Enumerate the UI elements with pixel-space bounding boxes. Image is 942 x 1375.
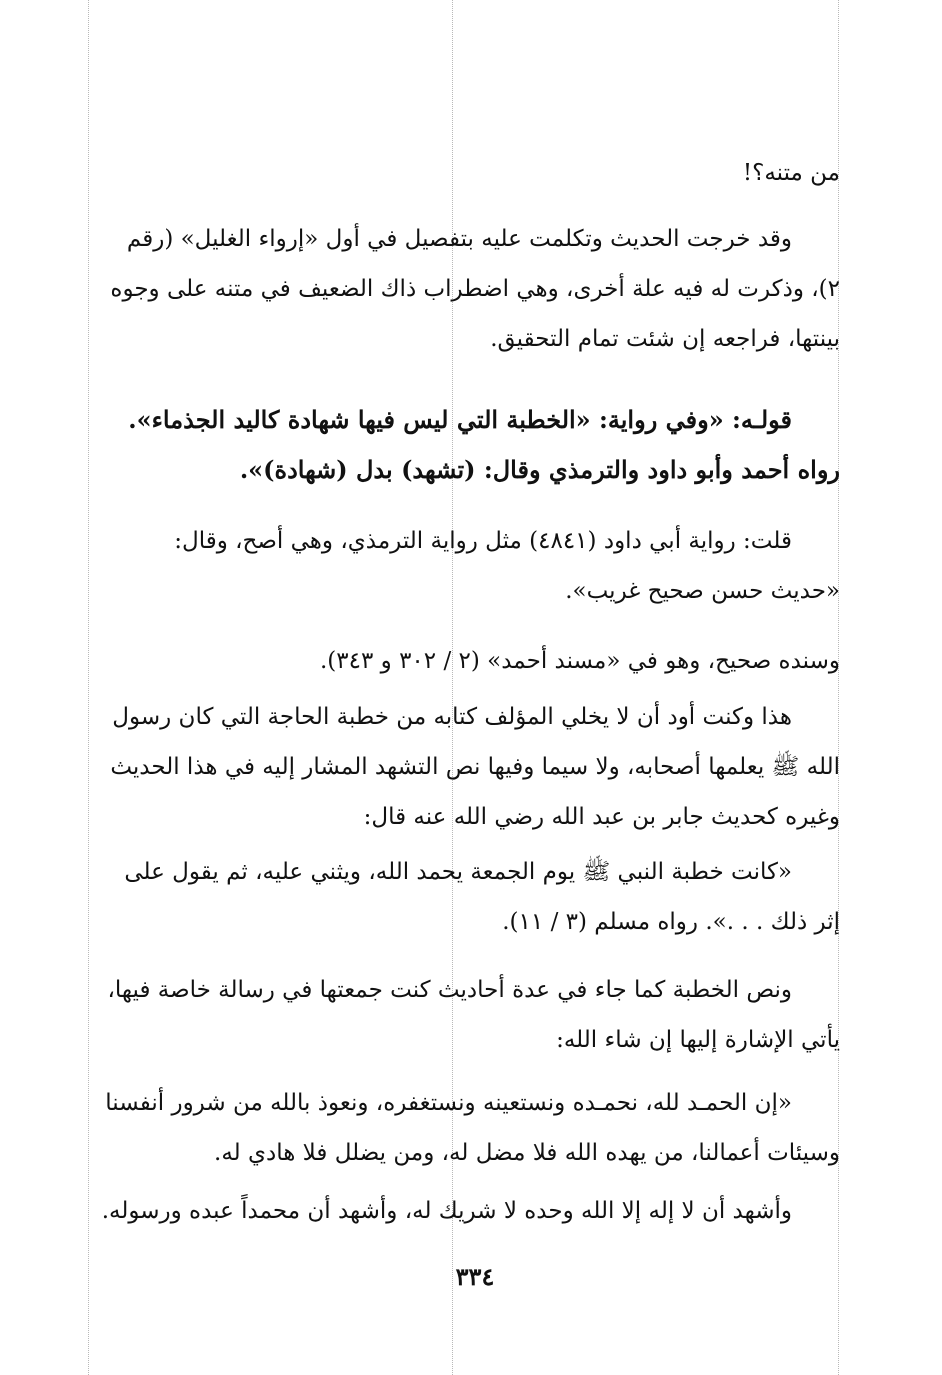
quoted-text-line-1: قولـه: «وفي رواية: «الخطبة التي ليس فيها شهادة كاليد الجذماء».	[128, 405, 792, 434]
paragraph-6-line-1: هذا وكنت أود أن لا يخلي المؤلف كتابه من خطبة الحاجة التي كان رسول	[112, 704, 792, 730]
paragraph-4	[100, 516, 840, 616]
paragraph-9-line-2: وسيئات أعمالنا، من يهده الله فلا مضل له، ومن يضلل فلا هادي له.	[214, 1140, 840, 1166]
paragraph-6-line-2: الله ﷺ يعلمها أصحابه، ولا سيما وفيها نص التشهد المشار إليه في هذا الحديث	[110, 754, 840, 780]
paragraph-1	[100, 148, 840, 198]
paragraph-2-line-2: ٢)، وذكرت له فيه علة أخرى، وهي اضطراب ذاك الضعيف في متنه على وجوه	[110, 276, 840, 302]
paragraph-2-line-1: وقد خرجت الحديث وتكلمت عليه بتفصيل في أول «إرواء الغليل» (رقم	[126, 226, 792, 252]
paragraph-4-line-2: «حديث حسن صحيح غريب».	[565, 578, 840, 604]
paragraph-10-line-1: وأشهد أن لا إله إلا الله وحده لا شريك له، وأشهد أن محمداً عبده ورسوله.	[101, 1198, 792, 1224]
paragraph-8	[100, 965, 840, 1065]
paragraph-9	[100, 1078, 840, 1178]
paragraph-9-line-1: «إن الحمـد لله، نحمـده ونستعينه ونستغفره، ونعوذ بالله من شرور أنفسنا	[105, 1090, 792, 1116]
paragraph-7-line-2: إثر ذلك . . .». رواه مسلم (٣ / ١١).	[502, 909, 840, 935]
paragraph-8-line-2: يأتي الإشارة إليها إن شاء الله:	[556, 1027, 840, 1053]
paragraph-6	[100, 692, 840, 842]
paragraph-1-line-1: من متنه؟!	[742, 160, 840, 186]
paragraph-8-line-1: ونص الخطبة كما جاء في عدة أحاديث كنت جمعتها في رسالة خاصة فيها،	[107, 977, 792, 1003]
quoted-text-line-2: رواه أحمد وأبو داود والترمذي وقال: (تشهد) بدل (شهادة)».	[239, 455, 840, 484]
paragraph-6-line-3: وغيره كحديث جابر بن عبد الله رضي الله عنه قال:	[363, 804, 840, 830]
paragraph-5-line-1: وسنده صحيح، وهو في «مسند أحمد» (٢ / ٣٠٢ و ٣٤٣).	[319, 648, 840, 674]
paragraph-10	[100, 1186, 840, 1236]
page-number: ٣٣٤	[455, 1262, 495, 1291]
paragraph-2-line-3: بينتها، فراجعه إن شئت تمام التحقيق.	[490, 326, 840, 352]
paragraph-2	[100, 214, 840, 364]
quoted-text-paragraph	[100, 395, 840, 495]
paragraph-7	[100, 847, 840, 947]
paragraph-7-line-1: «كانت خطبة النبي ﷺ يوم الجمعة يحمد الله، ويثني عليه، ثم يقول على	[124, 859, 792, 885]
scan-guide-line-left	[88, 0, 89, 1375]
paragraph-4-line-1: قلت: رواية أبي داود (٤٨٤١) مثل رواية الترمذي، وهي أصح، وقال:	[174, 528, 792, 554]
paragraph-5	[100, 636, 840, 686]
